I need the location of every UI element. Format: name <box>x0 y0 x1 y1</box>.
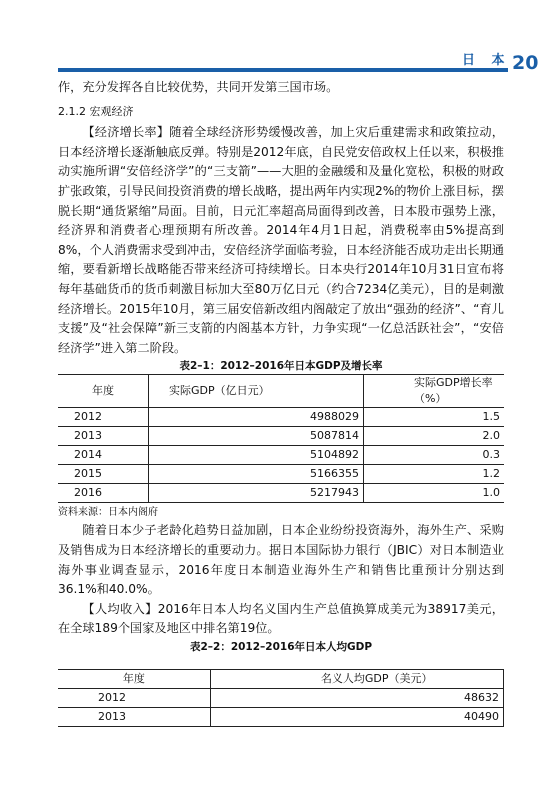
cell-gdp: 5104892 <box>149 446 364 465</box>
table-header-row <box>58 375 504 408</box>
paragraph-economic-growth: 【经济增长率】随着全球经济形势缓慢改善，加上灾后重建需求和政策拉动，日本经济增长逐渐触底反弹。特别是2012年底，自民党安倍政权上任以来，积极推动实施所谓“安倍经济学”的“三支箭”——大胆的金融缓和及量化宽松，积极的财政扩张政策，引导民间投资消费的增长战略，提出两年内实现2%的物价上涨目标，摆脱长期“通货紧缩”局面。目前，日元汇率超高局面得到改善，日本股市强势上涨，经济界和消费者心理预期有所改善。2014年4月1日起，消费税率由5%提高到8%，个人消费需求受到冲击，安倍经济学面临考验，日本经济能否成功走出长期通缩，要看新增长战略能否带来经济可持续增长。日本央行2014年10月31日宣布将每年基础货币的货币刺激目标加大至80万亿日元（约合7234亿美元），目的是刺激经济增长。2015年10月，第三届安倍新改组内阁敲定了放出“强劲的经济”、“育儿支援”及“社会保障”新三支箭的内阁基本方针，力争实现“一亿总活跃社会”，“安倍经济学”进入第二阶段。 <box>58 125 504 355</box>
header-real-gdp: 实际GDP（亿日元） <box>149 375 364 408</box>
cell-growth: 1.0 <box>482 486 500 500</box>
table2-caption: 表2–2：2012–2016年日本人均GDP <box>189 640 373 653</box>
table1-caption: 表2–1：2012–2016年日本GDP及增长率 <box>179 360 383 373</box>
cell-growth: 2.0 <box>482 429 500 443</box>
header-rule <box>58 68 508 72</box>
per-capita-gdp-table <box>58 669 504 727</box>
cell-year: 2013 <box>58 707 210 726</box>
paragraph-overseas-investment: 随着日本少子老龄化趋势日益加剧，日本企业纷纷投资海外，海外生产、采购及销售成为日本经济增长的重要动力。据日本国际协力银行（JBIC）对日本制造业海外事业调查显示，2016年度日本制造业海外生产和销售比重预计分别达到36.1%和40.0%。 <box>58 523 504 597</box>
header-year: 年度 <box>58 669 210 688</box>
table-row <box>58 707 504 726</box>
table-row <box>58 408 504 427</box>
paragraph-per-capita-income: 【人均收入】2016年日本人均名义国内生产总值换算成美元为38917美元，在全球189个国家及地区中排名第19位。 <box>58 601 504 636</box>
cell-year: 2016 <box>58 484 149 503</box>
cell-year: 2014 <box>58 446 149 465</box>
cell-year: 2013 <box>58 427 149 446</box>
table-row <box>58 484 504 503</box>
cell-gdp: 5217943 <box>149 484 364 503</box>
header-year: 年度 <box>58 375 149 408</box>
section-heading: 2.1.2 宏观经济 <box>58 104 134 118</box>
cell-gdp-per-capita: 48632 <box>210 688 503 707</box>
table-row <box>58 688 504 707</box>
table1-source: 资料来源：日本内阁府 <box>58 507 158 519</box>
cell-year: 2012 <box>58 408 149 427</box>
gdp-table <box>58 374 504 503</box>
cell-growth: 1.2 <box>482 467 500 481</box>
chapter-header-label: 日 本 <box>462 53 511 68</box>
table-header-row <box>58 669 504 688</box>
table-row <box>58 446 504 465</box>
header-growth-rate: 实际GDP增长率（%） <box>414 376 493 406</box>
header-nominal-gdp-per-capita: 名义人均GDP（美元） <box>210 669 503 688</box>
cell-growth: 1.5 <box>482 410 500 424</box>
page-body <box>58 78 504 727</box>
table-row <box>58 427 504 446</box>
cell-growth: 0.3 <box>482 448 500 462</box>
cell-year: 2015 <box>58 465 149 484</box>
cell-gdp: 5087814 <box>149 427 364 446</box>
table2-spacer <box>58 655 504 669</box>
paragraph-continuation: 作，充分发挥各自比较优势，共同开发第三国市场。 <box>58 80 339 94</box>
cell-year: 2012 <box>58 688 210 707</box>
cell-gdp: 4988029 <box>149 408 364 427</box>
cell-gdp: 5166355 <box>149 465 364 484</box>
cell-gdp-per-capita: 40490 <box>210 707 503 726</box>
table-row <box>58 465 504 484</box>
page-number: 20 <box>512 52 539 74</box>
